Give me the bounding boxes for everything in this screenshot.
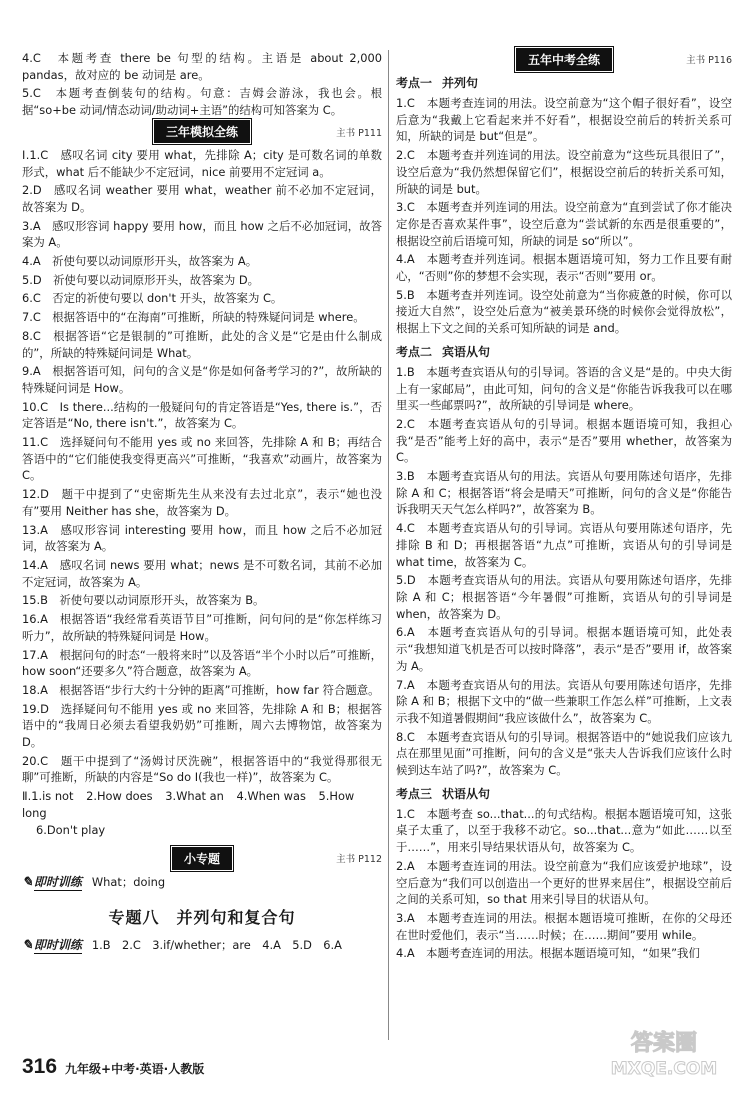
page-footer <box>22 1055 204 1079</box>
section-page-ref: 主书 P111 <box>336 127 382 139</box>
answer-item: 4.C 本题考查宾语从句的引导词。宾语从句要用陈述句语序，先排除 B 和 D；再根据答语“九点”可推断，宾语从句的引导词是 what time，故答案为 C。 <box>396 521 732 569</box>
answer-item: 16.A 根据答语“我经常看英语节目”可推断，问句问的是“你怎样练习听力”，故所缺的特殊疑问词是 How。 <box>22 612 382 643</box>
answer-item: 13.A 感叹形容词 interesting 要用 how，而且 how 之后不必加冠词，故答案为 A。 <box>22 522 382 554</box>
pencil-icon: ✎ <box>22 937 33 953</box>
answer-item: 15.B 祈使句要以动词原形开头，故答案为 B。 <box>22 593 265 608</box>
topic-name: 宾语从句 <box>442 344 491 359</box>
book-title: 九年级+中考·英语·人教版 <box>65 1062 205 1076</box>
answer-item: 3.C 本题考查并列连词的用法。设空前意为“直到尝试了你才能决定你是否喜欢某件事”，设空后意为“尝试新的东西是很重要的”，根据设空前后语境可知，所缺的词是 so“所以”。 <box>396 200 732 248</box>
section-banner: 三年模拟全练 <box>154 120 250 143</box>
answer-item: 5.D 祈使句要以动词原形开头，故答案为 D。 <box>22 272 260 287</box>
topic-number: 考点三 <box>396 786 433 801</box>
answer-item: 4.A 本题考查连词的用法。根据本题语境可知，“如果”我们 <box>396 946 700 961</box>
answer-item: 2.C 本题考查宾语从句的引导词。根据本题语境可知，我担心我“是否”能考上好的高中，表示“是否”要用 whether，故答案为 C。 <box>396 416 732 465</box>
section-banner: 五年中考全练 <box>516 48 612 71</box>
answer-item: 6.A 本题考查宾语从句的引导词。根据本题语境可知，此处表示“我想知道飞机是否可以按时降落”，表示“是否”要用 if，故答案为 A。 <box>396 625 732 673</box>
answer-item: 1.C 本题考查 so...that...的句式结构。根据本题语境可知，这张桌子太重了，以至于我移不动它。so...that...意为“如此……以至于……”，用来引导结果状语从句，故答案为 C。 <box>396 806 732 855</box>
training-answer: What；doing <box>91 875 166 890</box>
answer-item: 2.D 感叹名词 weather 要用 what，weather 前不必加不定冠词，故答案为 D。 <box>22 183 382 214</box>
answer-item: 3.A 本题考查连词的用法。根据本题语境可推断，在你的父母还在世时爱他们，表示“当……时候；在……期间”要用 while。 <box>396 910 732 942</box>
answer-item: 5.B 本题考查并列连词。设空处前意为“当你疲惫的时候，你可以接近大自然”，设空处后意为“被美景环绕的时候你会觉得放松”，根据上下文之间的关系可知所缺的词是 and。 <box>396 287 732 336</box>
answer-item: 12.D 题干中提到了“史密斯先生从来没有去过北京”，表示“她也没有”要用 Neither has she，故答案为 D。 <box>22 487 382 518</box>
watermark-logo <box>594 1024 734 1082</box>
answer-item: 1.B 本题考查宾语从句的引导词。答语的含义是“是的。中央大街上有一家邮局”，由此可知，问句的含义是“你能告诉我我可以在哪里买一些邮票吗?”，故所缺的引导词是 where。 <box>396 364 732 413</box>
answer-text: Ⅱ.1.is not <box>22 789 74 804</box>
tag-label: 即时训练 <box>33 938 82 953</box>
topic-number: 考点一 <box>396 76 433 90</box>
section-header-three-year <box>22 123 382 141</box>
answer-item: 19.D 选择疑问句不能用 yes 或 no 来回答，先排除 A 和 B；根据答语中的“我周日必须去看望我奶奶”可推断，周六去博物馆，故答案为 D。 <box>22 701 382 750</box>
instant-training-row <box>22 873 382 891</box>
page-number: 316 <box>22 1055 58 1078</box>
column-divider <box>388 50 389 1040</box>
answer-item: 5.C 本题考查倒装句的结构。句意：吉姆会游泳，我也会。根据“so+be 动词/情态动词/助动词+主语”的结构可知答案为 C。 <box>22 86 382 118</box>
svg-text:答案圈: 答案圈 <box>630 1031 698 1056</box>
section-header-five-year <box>396 50 732 68</box>
answer-item: 1.C 本题考查连词的用法。设空前意为“这个帽子很好看”，设空后意为“我戴上它看起来并不好看”，根据设空前后的转折关系可知，所缺的词是 but“但是”。 <box>396 96 732 144</box>
svg-text:MXQE.COM: MXQE.COM <box>610 1059 718 1079</box>
answer-item: 6.C 否定的祈使句要以 don't 开头，故答案为 C。 <box>22 291 283 306</box>
right-column <box>396 50 732 964</box>
answer-item: 5.D 本题考查宾语从句的用法。宾语从句要用陈述句语序，先排除 A 和 C；根据答语“今年暑假”可推断，宾语从句的引导词是 when，故答案为 D。 <box>396 573 732 621</box>
section-banner: 小专题 <box>172 847 232 870</box>
pencil-icon: ✎ <box>22 874 33 890</box>
topic-name: 状语从句 <box>442 786 491 801</box>
topic-title: 专题八 并列句和复合句 <box>108 908 296 928</box>
topic-number: 考点二 <box>396 344 433 359</box>
instant-training-tag <box>22 936 82 954</box>
answer-item: 3.B 本题考查宾语从句的用法。宾语从句要用陈述句语序，先排除 A 和 C；根据答语“将会是晴天”可推断，问句的含义是“你能告诉我明天天气怎么样吗?”，故答案为 B。 <box>396 469 732 517</box>
answer-item: 4.A 祈使句要以动词原形开头，故答案为 A。 <box>22 254 258 269</box>
answer-item: 2.C 本题考查并列连词的用法。设空前意为“这些玩具很旧了”，设空后意为“我仍然想保留它们”，根据设空前后的转折关系可知，所缺的词是 but。 <box>396 148 732 196</box>
topic-name: 并列句 <box>442 76 479 90</box>
answer-item: 4.A 本题考查并列连词。根据本题语境可知，努力工作且要有耐心，“否则”你的梦想不会实现，表示“否则”要用 or。 <box>396 252 732 284</box>
section-page-ref: 主书 P112 <box>336 854 382 866</box>
answer-item: 20.C 题干中提到了“汤姆讨厌洗碗”，根据答语中的“我觉得那很无聊”可推断，所缺的内容是“So do I(我也一样)”，故答案为 C。 <box>22 753 382 785</box>
answer-text: 2.How does <box>86 789 153 804</box>
answer-text: 3.What an <box>165 789 224 804</box>
answer-item: 4.C 本题考查 there be 句型的结构。主语是 about 2,000 pandas，故对应的 be 动词是 are。 <box>22 51 382 82</box>
answer-item: 14.A 感叹名词 news 要用 what；news 是不可数名词，其前不必加不定冠词，故答案为 A。 <box>22 557 382 589</box>
answer-item: 9.A 根据答语可知，问句的含义是“你是如何备考学习的?”，故所缺的特殊疑问词是 How。 <box>22 364 382 395</box>
tag-label: 即时训练 <box>33 875 82 890</box>
instant-training-tag <box>22 873 82 891</box>
training-answer: 1.B 2.C 3.if/whether；are 4.A 5.D 6.A <box>91 938 342 953</box>
left-column <box>22 50 382 958</box>
instant-training-row <box>22 936 382 954</box>
answer-text: 4.When was <box>236 789 306 804</box>
answer-text: 6.Don't play <box>36 823 106 838</box>
topic-heading <box>396 785 732 802</box>
answer-item: 10.C Is there...结构的一般疑问句的肯定答语是“Yes, there is.”，否定答语是“No, there isn't.”，故答案为 C。 <box>22 399 382 431</box>
answer-item: 3.A 感叹形容词 happy 要用 how，而且 how 之后不必加冠词，故答案为 A。 <box>22 218 382 250</box>
part-ii-answers <box>22 788 382 822</box>
section-page-ref: 主书 P116 <box>686 55 732 66</box>
answer-text: 5.How long <box>22 789 355 821</box>
answer-item: 18.A 根据答语“步行大约十分钟的距离”可推断，how far 符合题意。 <box>22 682 380 697</box>
section-header-special-topic <box>22 849 382 867</box>
answer-item: Ⅰ.1.C 感叹名词 city 要用 what，先排除 A；city 是可数名词的单数形式，what 后不能缺少不定冠词，nice 前要用不定冠词 a。 <box>22 147 382 179</box>
answer-item: 8.C 本题考查宾语从句的引导词。根据答语中的“她说我们应该九点在那里见面”可推断，问句的含义是“张夫人告诉我们应该什么时候到达车站了吗?”，故答案为 C。 <box>396 729 732 778</box>
answer-item: 17.A 根据问句的时态“一般将来时”以及答语“半个小时以后”可推断，how soon“还要多久”符合题意，故答案为 A。 <box>22 647 382 679</box>
topic-heading <box>396 74 732 91</box>
answer-item: 2.A 本题考查连词的用法。设空前意为“我们应该爱护地球”，设空后意为“我们可以创造出一个更好的世界来居住”，根据设空前后之间的关系可知，so that 用来引导目的状语从句。 <box>396 858 732 907</box>
answer-item: 7.A 本题考查宾语从句的用法。宾语从句要用陈述句语序，先排除 A 和 B；根据下文中的“做一些兼职工作怎么样”可推断，上文表示我不知道暑假期间“我应该做什么”，故答案为 C。 <box>396 677 732 725</box>
topic-heading <box>396 343 732 360</box>
answer-item: 8.C 根据答语“它是银制的”可推断，此处的含义是“它是由什么制成的”，所缺的特殊疑问词是 What。 <box>22 328 382 360</box>
answer-item: 7.C 根据答语中的“在海南”可推断，所缺的特殊疑问词是 where。 <box>22 310 365 325</box>
answer-item: 11.C 选择疑问句不能用 yes 或 no 来回答，先排除 A 和 B；再结合答语中的“它们能使我变得更高兴”可推断，“我喜欢”动画片，故答案为 C。 <box>22 435 382 483</box>
